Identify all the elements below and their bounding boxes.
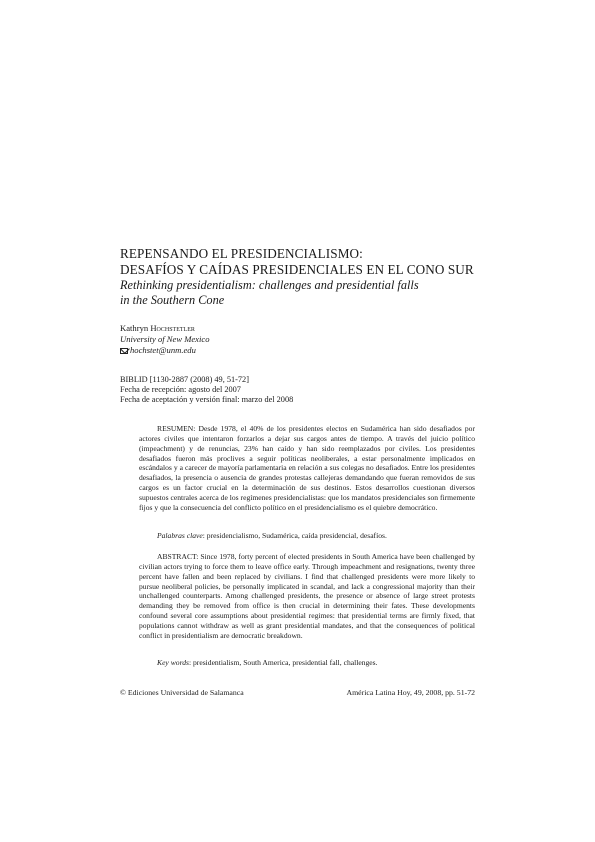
title-line-1: REPENSANDO EL PRESIDENCIALISMO: [120, 246, 363, 261]
bibliographic-info [120, 375, 293, 404]
author-email[interactable]: hochstet@unm.edu [130, 345, 196, 355]
article-title [120, 246, 500, 278]
palabras-clave [157, 531, 387, 540]
biblid-code: BIBLID [1130-2887 (2008) 49, 51-72] [120, 375, 249, 384]
reception-date: Fecha de recepción: agosto del 2007 [120, 384, 241, 394]
palabras-clave-text: : presidencialismo, Sudamérica, caída presidencial, desafíos. [202, 531, 387, 540]
subtitle-line-2: in the Southern Cone [120, 293, 225, 307]
key-words [157, 658, 378, 667]
envelope-icon [120, 348, 128, 354]
subtitle-line-1: Rethinking presidentialism: challenges and presidential falls [120, 278, 419, 292]
acceptance-date: Fecha de aceptación y versión final: marzo del 2008 [120, 394, 294, 404]
resumen-text: RESUMEN: Desde 1978, el 40% de los presidentes electos en Sudamérica han sido desafiados por actores civiles que intentaron forzarlos a dejar sus cargos antes de tiempo. A través del juicio político (impeachment) y de renuncias, 23% han caído y han sido reemplazados por civiles. Los presidentes desafiados fueron más proclives a seguir políticas neoliberales, a estar personalmente implicados en escándalos y a carecer de mayoría parlamentaria en relación a sus colegas no desafiados. Entre los presidentes desafiados, la presencia o ausencia de grandes protestas callejeras demandando que fueran removidos de sus cargos es un factor crucial en la determinación de sus destinos. Estos desarrollos cuestionan diversos supuestos centrales acerca de los regímenes presidencialistas: que los mandatos presidenciales son firmemente fijos y que la consecuencia del conflicto político en el presidencialismo es el quiebre democrático. [139, 424, 475, 512]
palabras-clave-label: Palabras clave [157, 531, 203, 540]
author-name [120, 323, 210, 334]
author-first-name: Kathryn [120, 323, 149, 333]
title-line-2: DESAFÍOS Y CAÍDAS PRESIDENCIALES EN EL CONO SUR [120, 262, 474, 277]
footer-citation: América Latina Hoy, 49, 2008, pp. 51-72 [346, 688, 475, 697]
footer-publisher: © Ediciones Universidad de Salamanca [120, 688, 244, 697]
key-words-label: Key words [157, 658, 189, 667]
key-words-text: : presidentialism, South America, presidential fall, challenges. [189, 658, 378, 667]
author-affiliation: University of New Mexico [120, 334, 210, 344]
author-last-name: Hochstetler [150, 323, 195, 333]
article-subtitle-english [120, 278, 520, 308]
author-email-line [120, 345, 210, 356]
abstract-text: ABSTRACT: Since 1978, forty percent of elected presidents in South America have been challenged by civilian actors trying to force them to leave office early. Through impeachment and resignations, twenty three percent have fallen and been replaced by civilians. I find that challenged presidents were more likely to pursue neoliberal policies, be personally implicated in scandal, and lack a congressional majority than their unchallenged counterparts. Among challenged presidents, the presence or absence of large street protests demanding they be removed from office is then crucial in determining their fates. These developments confound several core assumptions about presidential regimes: that presidential terms are firmly fixed, that populations cannot withdraw as well as grant presidential mandates, and that the consequences of political conflict in presidentialism are democratic breakdown. [139, 552, 475, 640]
author-block [120, 323, 210, 356]
resumen-block [139, 424, 475, 513]
abstract-block [139, 552, 475, 641]
